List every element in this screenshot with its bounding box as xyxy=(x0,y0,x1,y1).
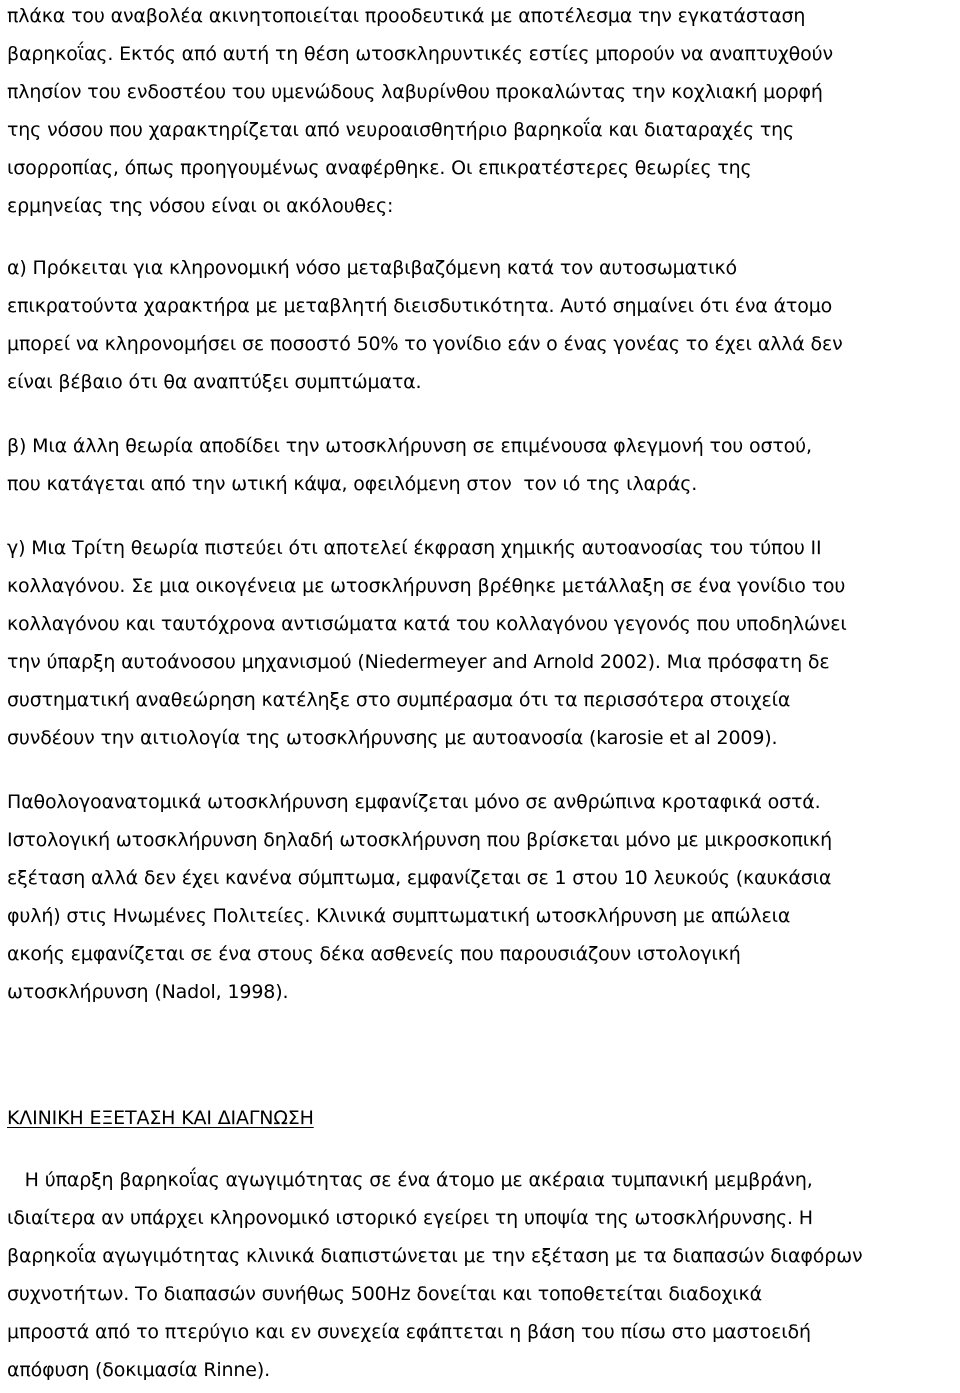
text-line: β) Μια άλλη θεωρία αποδίδει την ωτοσκλήρυνση σε επιμένουσα φλεγμονή του οστού, xyxy=(7,435,812,457)
text-line: της νόσου που χαρακτηρίζεται από νευροαισθητήριο βαρηκοΐα και διαταραχές της xyxy=(7,119,795,141)
text-line: εξέταση αλλά δεν έχει κανένα σύμπτωμα, εμφανίζεται σε 1 στου 10 λευκούς (καυκάσια xyxy=(7,867,832,889)
text-line: κολλαγόνου. Σε μια οικογένεια με ωτοσκλήρυνση βρέθηκε μετάλλαξη σε ένα γονίδιο του xyxy=(7,575,846,597)
text-line: ερμηνείας της νόσου είναι οι ακόλουθες: xyxy=(7,195,394,217)
text-line: μπορεί να κληρονομήσει σε ποσοστό 50% το γονίδιο εάν ο ένας γονέας το έχει αλλά δεν xyxy=(7,333,843,355)
text-line: είναι βέβαιο ότι θα αναπτύξει συμπτώματα. xyxy=(7,371,422,393)
text-line: ακοής εμφανίζεται σε ένα στους δέκα ασθενείς που παρουσιάζουν ιστολογική xyxy=(7,943,741,965)
text-line: συχνοτήτων. Το διαπασών συνήθως 500Hz δονείται και τοποθετείται διαδοχικά xyxy=(7,1283,762,1305)
text-line: γ) Μια Τρίτη θεωρία πιστεύει ότι αποτελεί έκφραση χημικής αυτοανοσίας του τύπου ΙΙ xyxy=(7,537,822,559)
text-line: που κατάγεται από την ωτική κάψα, οφειλόμενη στον τον ιό της ιλαράς. xyxy=(7,473,698,495)
text-line: κολλαγόνου και ταυτόχρονα αντισώματα κατά του κολλαγόνου γεγονός που υποδηλώνει xyxy=(7,613,847,635)
text-line: συστηματική αναθεώρηση κατέληξε στο συμπέρασμα ότι τα περισσότερα στοιχεία xyxy=(7,689,791,711)
text-line: μπροστά από το πτερύγιο και εν συνεχεία εφάπτεται η βάση του πίσω στο μαστοειδή xyxy=(7,1321,811,1343)
text-line: ιδιαίτερα αν υπάρχει κληρονομικό ιστορικό εγείρει τη υποψία της ωτοσκλήρυνσης. Η xyxy=(7,1207,813,1229)
text-line: Ιστολογική ωτοσκλήρυνση δηλαδή ωτοσκλήρυνση που βρίσκεται μόνο με μικροσκοπική xyxy=(7,829,832,851)
text-line: επικρατούντα χαρακτήρα με μεταβλητή διεισδυτικότητα. Αυτό σημαίνει ότι ένα άτομο xyxy=(7,295,833,317)
text-line: απόφυση (δοκιμασία Rinne). xyxy=(7,1359,270,1381)
text-line: την ύπαρξη αυτοάνοσου μηχανισμού (Niedermeyer and Arnold 2002). Μια πρόσφατη δε xyxy=(7,651,830,673)
text-line: συνδέουν την αιτιολογία της ωτοσκλήρυνσης με αυτοανοσία (karosie et al 2009). xyxy=(7,727,778,749)
text-line: ωτοσκλήρυνση (Nadol, 1998). xyxy=(7,981,289,1003)
text-line: πλησίον του ενδοστέου του υμενώδους λαβυρίνθου προκαλώντας την κοχλιακή μορφή xyxy=(7,81,823,103)
text-line: ισορροπίας, όπως προηγουμένως αναφέρθηκε. Οι επικρατέστερες θεωρίες της xyxy=(7,157,752,179)
text-line: βαρηκοΐα αγωγιμότητας κλινικά διαπιστώνεται με την εξέταση με τα διαπασών διαφόρων xyxy=(7,1245,863,1267)
text-line: Η ύπαρξη βαρηκοΐας αγωγιμότητας σε ένα άτομο με ακέραια τυμπανική μεμβράνη, xyxy=(7,1169,813,1191)
text-line: πλάκα του αναβολέα ακινητοποιείται προοδευτικά με αποτέλεσμα την εγκατάσταση xyxy=(7,5,806,27)
text-line: βαρηκοΐας. Εκτός από αυτή τη θέση ωτοσκληρυντικές εστίες μπορούν να αναπτυχθούν xyxy=(7,43,833,65)
text-line: Παθολογοανατομικά ωτοσκλήρυνση εμφανίζεται μόνο σε ανθρώπινα κροταφικά οστά. xyxy=(7,791,821,813)
text-line: α) Πρόκειται για κληρονομική νόσο μεταβιβαζόμενη κατά τον αυτοσωματικό xyxy=(7,257,737,279)
text-line: φυλή) στις Ηνωμένες Πολιτείες. Κλινικά συμπτωματική ωτοσκλήρυνση με απώλεια xyxy=(7,905,791,927)
section-heading: ΚΛΙΝΙΚΗ ΕΞΕΤΑΣΗ ΚΑΙ ΔΙΑΓΝΩΣΗ xyxy=(7,1107,314,1129)
